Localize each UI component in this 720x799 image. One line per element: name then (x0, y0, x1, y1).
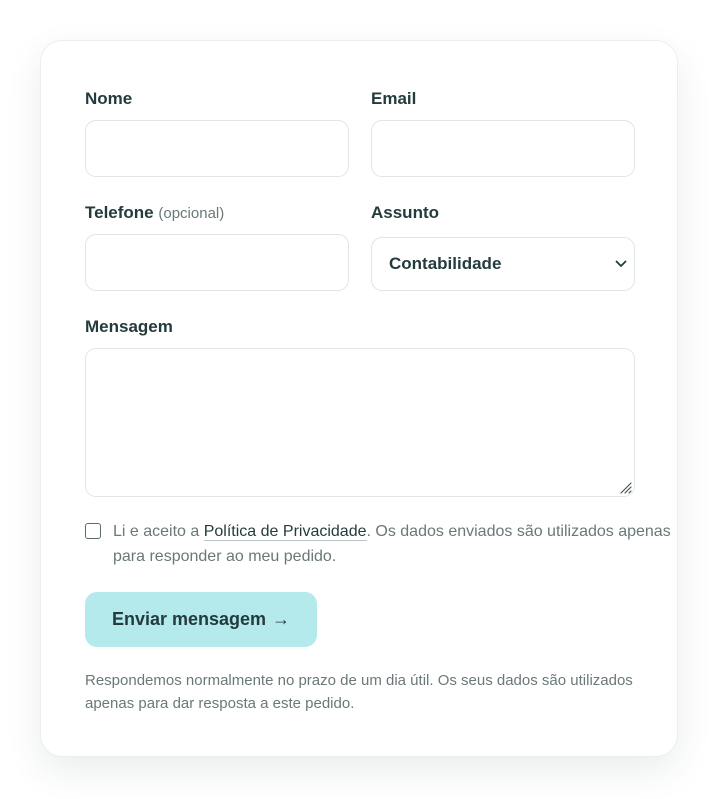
name-label: Nome (85, 89, 133, 108)
subject-selected-value: Contabilidade (389, 254, 502, 273)
email-label: Email (371, 89, 417, 108)
contact-form-card (40, 40, 678, 757)
privacy-consent-checkbox[interactable] (85, 523, 101, 539)
subject-select[interactable] (371, 237, 635, 291)
phone-label (85, 203, 224, 224)
subject-label: Assunto (371, 203, 439, 222)
chevron-down-icon (614, 257, 628, 271)
response-time-note: Respondemos normalmente no prazo de um dia útil. Os seus dados são utilizados apenas para dar resposta a este pedido. (85, 672, 633, 712)
message-label: Mensagem (85, 317, 173, 336)
resize-grip-icon[interactable] (618, 480, 632, 494)
arrow-right-icon: → (272, 609, 291, 629)
consent-text-before: Li e aceito a (113, 523, 204, 540)
name-input[interactable] (85, 120, 349, 177)
phone-label-text: Telefone (85, 203, 154, 222)
privacy-policy-link[interactable]: Política de Privacidade (203, 523, 367, 540)
privacy-consent-text (113, 519, 673, 569)
consent-text-after: . Os dados enviados são utilizados apenas para responder ao meu pedido. (113, 523, 671, 565)
email-input[interactable] (371, 120, 635, 177)
send-message-button[interactable] (85, 592, 317, 647)
phone-optional-note: (opcional) (158, 205, 225, 222)
phone-input[interactable] (85, 234, 349, 291)
send-message-label: Enviar mensagem (111, 609, 267, 629)
message-textarea[interactable] (85, 348, 635, 497)
